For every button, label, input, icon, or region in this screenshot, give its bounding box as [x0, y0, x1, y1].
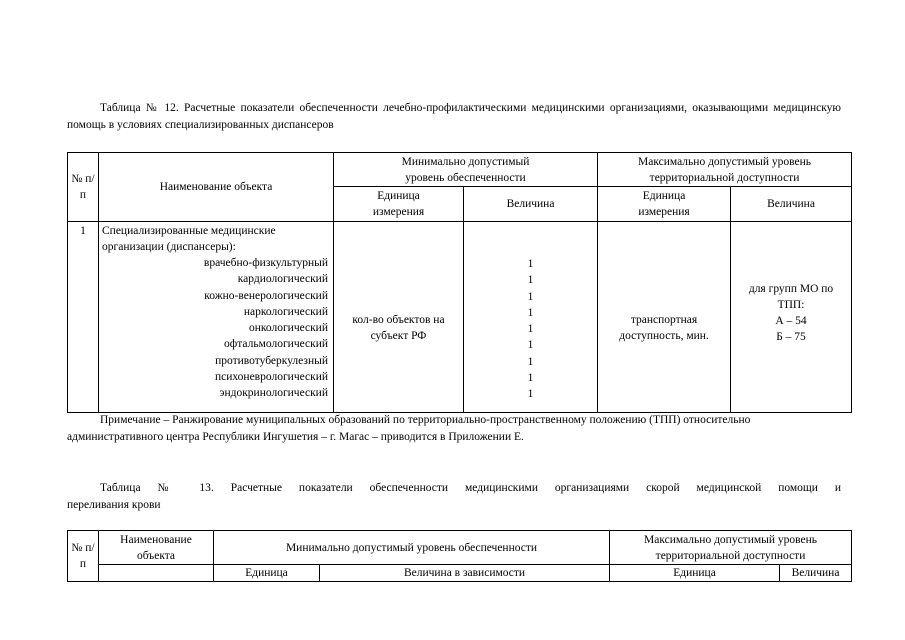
value-item: 1	[527, 258, 534, 270]
header-unit-2: Единица	[610, 565, 780, 582]
table-13-caption-line-1: Таблица № 13. Расчетные показатели обеспеченности медицинскими организациями скорой медицинской помощи и	[100, 482, 841, 494]
list-item: эндокринологический	[219, 387, 328, 400]
value-item: 1	[527, 306, 534, 319]
table-12	[67, 152, 852, 413]
list-item: кожно-венерологический	[204, 289, 328, 302]
header-num: № п/п	[68, 531, 99, 582]
value-2-line: Б – 75	[776, 331, 806, 343]
row-unit-2: транспортная доступность, мин.	[598, 222, 731, 413]
value-item: 1	[527, 388, 534, 401]
header-value-2: Величина	[731, 187, 852, 222]
value-item: 1	[527, 355, 534, 368]
header-num: № п/п	[68, 153, 99, 222]
value-item: 1	[527, 323, 534, 336]
list-item: противотуберкулезный	[215, 354, 328, 367]
row-value-2-cell	[731, 222, 852, 413]
table-13-caption-line-2: переливания крови	[67, 499, 161, 511]
value-item: 1	[527, 339, 534, 352]
header-value-1: Величина	[464, 187, 598, 222]
row-num: 1	[68, 222, 99, 413]
list-item: онкологический	[248, 322, 328, 335]
value-2-line: А – 54	[775, 315, 807, 327]
header-unit-1: Единица	[214, 565, 320, 582]
header-value-1: Величина в зависимости	[320, 565, 610, 582]
table-12-note: Примечание – Ранжирование муниципальных образований по территориально-пространственному положению (ТПП) относительно административного центра Республики Ингушетия – г. Магас – приводится в Приложении Е.	[67, 414, 751, 443]
list-item: офтальмологический	[224, 338, 328, 351]
header-max-group: Максимально допустимый уровень территориальной доступности	[610, 531, 852, 565]
header-min-group: Минимально допустимый уровень обеспеченности	[214, 531, 610, 565]
list-item: врачебно-физкультурный	[203, 257, 328, 269]
header-name: Наименование объекта	[99, 531, 214, 565]
value-2-line: для групп МО по	[748, 283, 834, 295]
row-values-cell	[464, 222, 598, 413]
table-12-caption: Таблица № 12. Расчетные показатели обеспеченности лечебно-профилактическими медицинскими организациями, оказывающими медицинскую помощь в условиях специализированных диспансеров	[67, 102, 841, 131]
value-item: 1	[527, 290, 534, 303]
list-item: психоневрологический	[214, 371, 328, 384]
list-item: наркологический	[243, 305, 328, 318]
header-name: Наименование объекта	[99, 153, 334, 222]
row-name-cell	[99, 222, 334, 413]
value-item: 1	[527, 372, 534, 385]
row-unit-1: кол-во объектов на субъект РФ	[334, 222, 464, 413]
value-2-line: ТПП:	[777, 299, 805, 311]
header-max-group: Максимально допустимый уровень территориальной доступности	[598, 153, 852, 187]
list-item: кардиологический	[237, 273, 328, 286]
value-item: 1	[527, 274, 534, 287]
table-13-caption	[67, 480, 841, 497]
table-13	[67, 530, 852, 582]
header-value-2: Величина	[780, 565, 852, 582]
header-min-group: Минимально допустимый уровень обеспеченности	[334, 153, 598, 187]
header-unit-1: Единица измерения	[334, 187, 464, 222]
row-title: Специализированные медицинские организации (диспансеры):	[102, 225, 276, 253]
header-unit-2: Единица измерения	[598, 187, 731, 222]
dispensary-list	[102, 255, 330, 402]
header-name-continuation	[99, 565, 214, 582]
